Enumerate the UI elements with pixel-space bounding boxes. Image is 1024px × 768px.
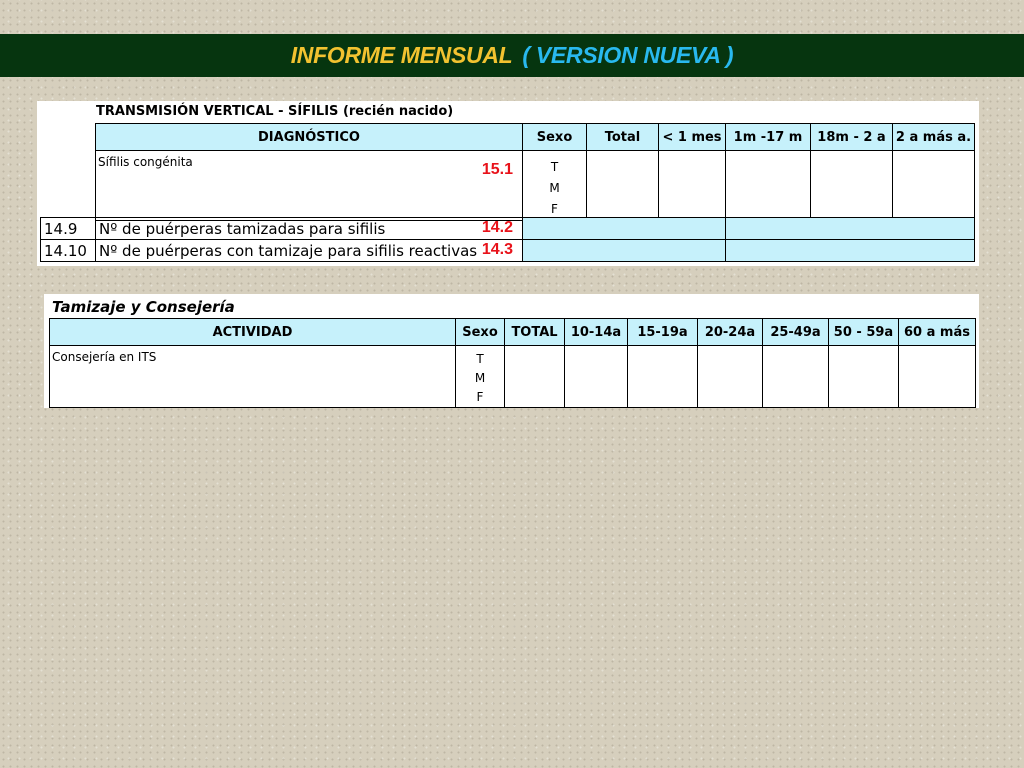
col-header-total: TOTAL (505, 319, 565, 346)
row-value-input[interactable] (726, 218, 975, 240)
diagnosis-code: 15.1 (481, 161, 513, 178)
input-60-mas[interactable] (899, 346, 976, 408)
input-25-49a[interactable] (763, 346, 829, 408)
syphilis-panel (37, 101, 979, 266)
input-10-14a[interactable] (565, 346, 628, 408)
diagnosis-label: Sífilis congénita (98, 155, 193, 169)
row-code: 14.3 (481, 241, 513, 258)
diagnosis-label-cell (96, 151, 523, 221)
input-lt-1-mes[interactable] (659, 151, 726, 221)
col-header-15-19a: 15-19a (628, 319, 698, 346)
row-code: 14.2 (481, 219, 513, 236)
input-18m-2a[interactable] (811, 151, 893, 221)
sex-f: F (476, 390, 484, 404)
col-header-lt-1-mes: < 1 mes (659, 124, 726, 151)
screening-panel (44, 294, 979, 408)
row-value-input[interactable] (523, 218, 726, 240)
input-15-19a[interactable] (628, 346, 698, 408)
activity-row (50, 346, 976, 408)
input-total[interactable] (587, 151, 659, 221)
sex-t: T (550, 160, 559, 174)
row-number: 14.10 (41, 240, 96, 262)
col-header-1m-17m: 1m -17 m (726, 124, 811, 151)
row-label: Nº de puérperas tamizadas para sifilis (99, 219, 386, 238)
table-row (41, 218, 975, 240)
screening-table-caption: Tamizaje y Consejería (52, 298, 235, 316)
row-label: Nº de puérperas con tamizaje para sifilis reactivas (99, 241, 478, 260)
col-header-20-24a: 20-24a (698, 319, 763, 346)
input-total[interactable] (505, 346, 565, 408)
col-header-10-14a: 10-14a (565, 319, 628, 346)
activity-label: Consejería en ITS (50, 346, 456, 408)
row-label-cell (96, 240, 523, 262)
sex-cell (456, 346, 505, 408)
input-20-24a[interactable] (698, 346, 763, 408)
col-header-diagnostico: DIAGNÓSTICO (96, 124, 523, 151)
title-bar (0, 34, 1024, 77)
sex-m: M (549, 181, 560, 195)
row-label-cell (96, 218, 523, 240)
input-1m-17m[interactable] (726, 151, 811, 221)
col-header-18m-2a: 18m - 2 a (811, 124, 893, 151)
puerperas-table (40, 217, 975, 262)
col-header-actividad: ACTIVIDAD (50, 319, 456, 346)
sex-cell (523, 151, 587, 221)
diagnosis-row (96, 151, 975, 221)
col-header-sexo: Sexo (523, 124, 587, 151)
col-header-60-mas: 60 a más (899, 319, 976, 346)
col-header-total: Total (587, 124, 659, 151)
page-title: INFORME MENSUAL (290, 42, 513, 68)
syphilis-header-row (96, 124, 975, 151)
syphilis-table-caption: TRANSMISIÓN VERTICAL - SÍFILIS (recién nacido) (96, 104, 454, 119)
screening-table (49, 318, 976, 408)
input-2a-mas[interactable] (893, 151, 975, 221)
col-header-2a-mas: 2 a más a. (893, 124, 975, 151)
row-number: 14.9 (41, 218, 96, 240)
col-header-sexo: Sexo (456, 319, 505, 346)
syphilis-diagnosis-table (95, 123, 975, 221)
sex-m: M (474, 371, 486, 385)
sex-t: T (476, 352, 484, 366)
col-header-50-59a: 50 - 59a (829, 319, 899, 346)
table-row (41, 240, 975, 262)
page-subtitle: ( VERSION NUEVA ) (522, 42, 734, 68)
row-value-input[interactable] (726, 240, 975, 262)
row-value-input[interactable] (523, 240, 726, 262)
screening-header-row (50, 319, 976, 346)
input-50-59a[interactable] (829, 346, 899, 408)
col-header-25-49a: 25-49a (763, 319, 829, 346)
sex-f: F (551, 202, 558, 216)
